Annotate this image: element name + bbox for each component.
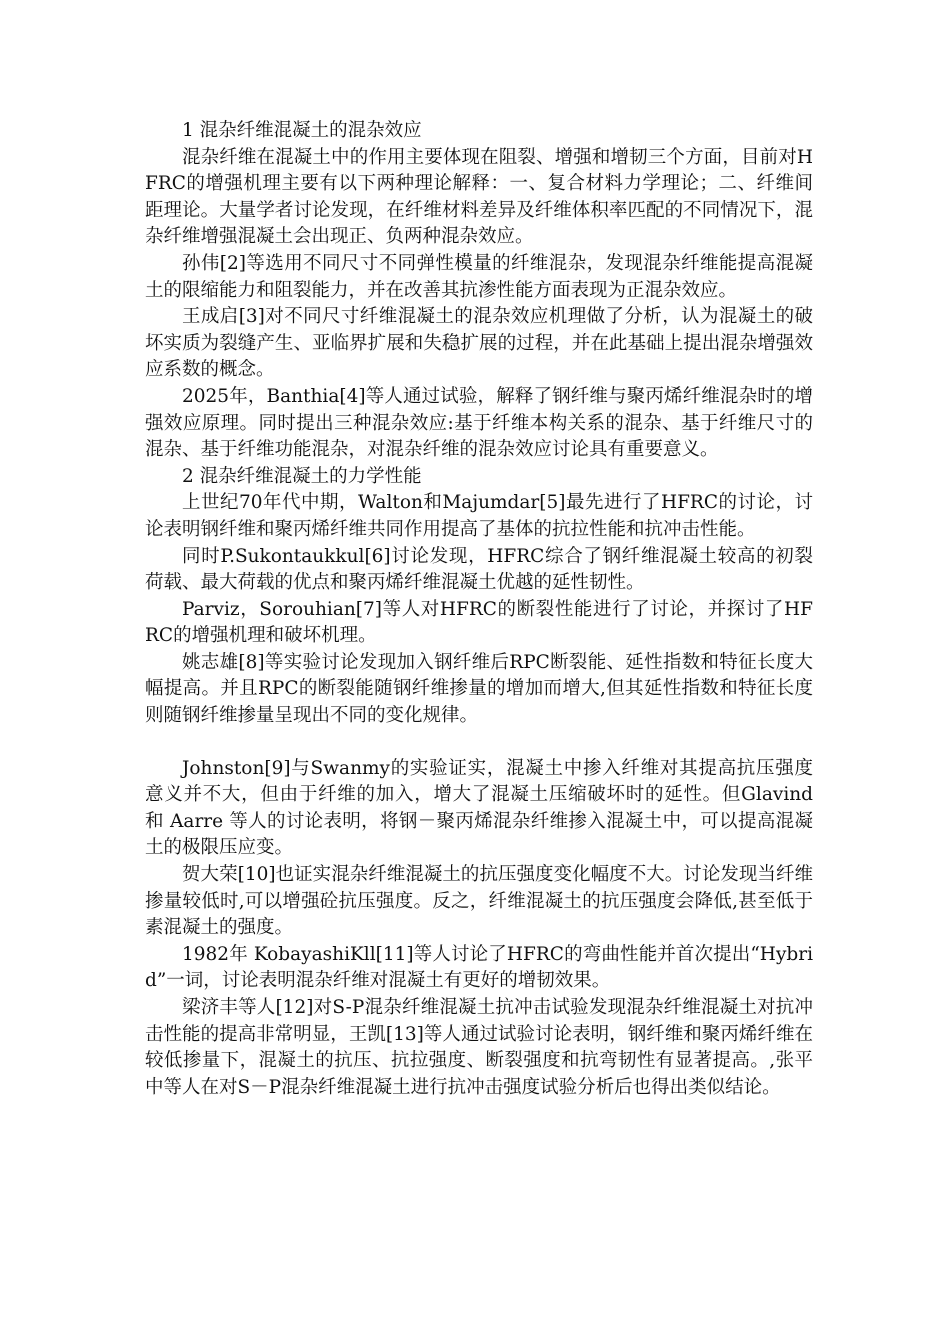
- document-body: [145, 118, 813, 1101]
- paragraph-8: 姚志雄[8]等实验讨论发现加入钢纤维后RPC断裂能、延性指数和特征长度大幅提高。并且RPC的断裂能随钢纤维掺量的增加而增大,但其延性指数和特征长度则随钢纤维掺量呈现出不同的变化规律。: [145, 651, 813, 727]
- section-heading-2: 2 混杂纤维混凝土的力学性能: [182, 465, 422, 487]
- paragraph-12: 梁济丰等人[12]对S-P混杂纤维混凝土抗冲击试验发现混杂纤维混凝土对抗冲击性能的提高非常明显，王凯[13]等人通过试验讨论表明，钢纤维和聚丙烯纤维在较低掺量下，混凝土的抗压、抗拉强度、断裂强度和抗弯韧性有显著提高。,张平中等人在对S－P混杂纤维混凝土进行抗冲击强度试验分析后也得出类似结论。: [145, 997, 813, 1098]
- paragraph-5: 上世纪70年代中期，Walton和Majumdar[5]最先进行了HFRC的讨论，讨论表明钢纤维和聚丙烯纤维共同作用提高了基体的抗拉性能和抗冲击性能。: [145, 492, 813, 540]
- paragraph-4: 2025年，Banthia[4]等人通过试验，解释了钢纤维与聚丙烯纤维混杂时的增强效应原理。同时提出三种混杂效应:基于纤维本构关系的混杂、基于纤维尺寸的混杂、基于纤维功能混杂，对混杂纤维的混杂效应讨论具有重要意义。: [145, 385, 813, 461]
- paragraph-3: 王成启[3]对不同尺寸纤维混凝土的混杂效应机理做了分析，认为混凝土的破坏实质为裂缝产生、亚临界扩展和失稳扩展的过程，并在此基础上提出混杂增强效应系数的概念。: [145, 306, 813, 381]
- section-heading-1: 1 混杂纤维混凝土的混杂效应: [182, 120, 422, 141]
- paragraph-11: 1982年 KobayashiKll[11]等人讨论了HFRC的弯曲性能并首次提出“Hybrid”一词，讨论表明混杂纤维对混凝土有更好的增韧效果。: [145, 943, 813, 992]
- paragraph-10: 贺大荣[10]也证实混杂纤维混凝土的抗压强度变化幅度不大。讨论发现当纤维掺量较低时,可以增强砼抗压强度。反之，纤维混凝土的抗压强度会降低,甚至低于素混凝土的强度。: [145, 864, 813, 939]
- paragraph-6: 同时P.Sukontaukkul[6]讨论发现，HFRC综合了钢纤维混凝土较高的初裂荷载、最大荷载的优点和聚丙烯纤维混凝土优越的延性韧性。: [145, 545, 813, 594]
- paragraph-1: 混杂纤维在混凝土中的作用主要体现在阻裂、增强和增韧三个方面，目前对HFRC的增强机理主要有以下两种理论解释：一、复合材料力学理论；二、纤维间距理论。大量学者讨论发现，在纤维材料差异及纤维体积率匹配的不同情况下，混杂纤维增强混凝土会出现正、负两种混杂效应。: [145, 146, 813, 248]
- paragraph-2: 孙伟[2]等选用不同尺寸不同弹性模量的纤维混杂，发现混杂纤维能提高混凝土的限缩能力和阻裂能力，并在改善其抗渗性能方面表现为正混杂效应。: [145, 252, 813, 301]
- paragraph-9: Johnston[9]与Swanmy的实验证实，混凝土中掺入纤维对其提高抗压强度意义并不大，但由于纤维的加入，增大了混凝土压缩破坏时的延性。但Glavind 和 Aarre 等人的讨论表明，将钢－聚丙烯混杂纤维掺入混凝土中，可以提高混凝土的极限压应变。: [145, 757, 813, 859]
- paragraph-7: Parviz，Sorouhian[7]等人对HFRC的断裂性能进行了讨论，并探讨了HFRC的增强机理和破坏机理。: [145, 598, 813, 647]
- paragraph-spacer: [145, 730, 813, 756]
